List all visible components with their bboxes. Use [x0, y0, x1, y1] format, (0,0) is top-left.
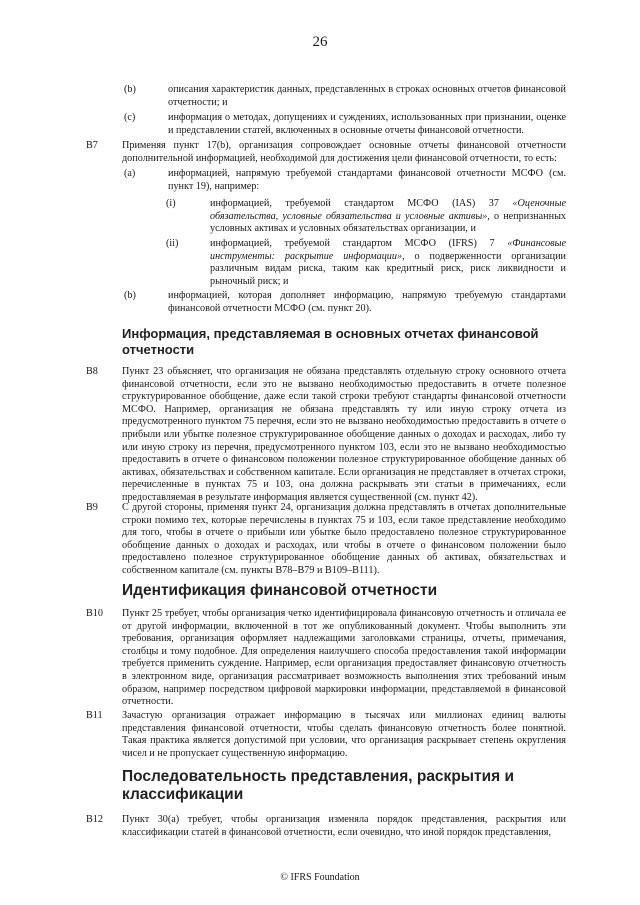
paragraph-b12: Пункт 30(a) требует, чтобы организация изменяла порядок представления, раскрытия или классификации статей в финансовой отчетности, если очевидно, что иной порядок представления, — [122, 814, 566, 838]
sublist-item-i — [210, 198, 566, 236]
text: , о подверженности организации различным видам риска, таким как кредитный риск, риск ликвидности и рыночный риск; и — [210, 250, 566, 287]
section-heading: Последовательность представления, раскрытия и классификации — [122, 768, 515, 803]
standard-title: «Оценочные обязательства, условные обязательства и условные активы» — [210, 198, 566, 222]
list-label: (b) — [124, 290, 136, 301]
paragraph-number-b7: B7 — [86, 140, 98, 151]
standard-title: «Финансовые инструменты: раскрытие информации» — [210, 238, 566, 262]
list-label: (a) — [124, 168, 136, 179]
paragraph-number-b12: B12 — [86, 814, 103, 825]
paragraph-number-b10: B10 — [86, 608, 103, 619]
paragraph-b8: Пункт 23 объясняет, что организация не обязана представлять отдельную строку основного отчета финансовой отчетности, если это не вызвано необходимостью предоставить в отчете полезное структурированное обобщение, даже если такой строки требуют стандарты финансовой отчетности МСФО. Например, организация не обязана представлять ту или иную строку отчета из предусмотренного пунктом 75 перечня, если это не вызвано необходимостью предоставить в отчете о прибыли или убытке полезное структурированное обобщение данных о доходах и расходах, либо ту или иную строку из перечня, предусмотренного пунктом 103, если это не вызвано необходимостью предоставить в отчете о финансовом положении полезное структурированное обобщение данных об активах, обязательствах и собственном капитале. Если организация не представляет в отчетах строки, перечисленные в пунктах 75 и 103, она должна раскрывать эти статьи в примечаниях, если предоставляемая в результате информация является существенной (см. пункт 42). — [122, 366, 566, 503]
section-heading: Идентификация финансовой отчетности — [122, 582, 438, 599]
paragraph-number-b9: B9 — [86, 502, 98, 513]
footer-copyright: © IFRS Foundation — [280, 872, 360, 883]
paragraph-b10: Пункт 25 требует, чтобы организация четко идентифицировала финансовую отчетность и отличала ее от другой информации, включенной в тот же опубликованный документ. Чтобы выполнить эти требования, организация оформляет надлежащими заголовками страницы, отчеты, примечания, столбцы и тому подобное. Для определения наилучшего способа предоставления такой информации требуется применить суждение. Например, если организация предоставляет финансовую отчетность в электронном виде, организация рассматривает возможность выполнения этих требований иным образом, например посредством цифровой маркировки информации, представляемой в финансовой отчетности. — [122, 608, 566, 708]
list-item-text: описания характеристик данных, представленных в строках основных отчетов финансовой отчетности; и — [168, 84, 566, 108]
list-item-text: информацией, которая дополняет информацию, напрямую требуемую стандартами финансовой отчетности МСФО (см. пункт 20). — [168, 290, 566, 314]
list-label: (b) — [124, 84, 136, 95]
paragraph-number-b11: B11 — [86, 710, 103, 721]
sublist-item-ii — [210, 238, 566, 288]
paragraph-b7: Применяя пункт 17(b), организация сопровождает основные отчеты финансовой отчетности дополнительной информацией, необходимой для достижения цели финансовой отчетности, то есть: — [122, 140, 566, 164]
list-label: (c) — [124, 112, 136, 123]
paragraph-b9: С другой стороны, применяя пункт 24, организация должна представлять в отчетах дополнительные строки помимо тех, которые перечислены в пунктах 75 и 103, если такое представление необходимо для того, чтобы в отчете о прибыли или убытке было предоставлено полезное структурированное обобщение данных о доходах и расходах, или чтобы в отчете о финансовом положении было предоставлено полезное структурированное обобщение данных об активах, обязательствах и собственном капитале (см. пункты B78–B79 и B109–B111). — [122, 502, 566, 576]
list-label: (i) — [166, 198, 176, 209]
page-number: 26 — [312, 34, 328, 50]
text: , о непризнанных условных активах и условных обязательствах организации, и — [210, 210, 567, 235]
text: информацией, требуемой стандартом МСФО (IAS) 37 — [210, 198, 513, 209]
paragraph-b11: Зачастую организация отражает информацию в тысячах или миллионах единиц валюты представления финансовой отчетности, чтобы сделать финансовую отчетность более понятной. Такая практика является допустимой при условии, что организация раскрывает степень округления чисел и не пропускает существенную информацию. — [122, 710, 566, 759]
text: информацией, требуемой стандартом МСФО (IFRS) 7 — [210, 238, 508, 249]
section-heading: Информация, представляемая в основных отчетах финансовой отчетности — [122, 326, 539, 357]
list-item-text: информация о методах, допущениях и суждениях, использованных при признании, оценке и представлении статей, включенных в основные отчеты финансовой отчетности. — [168, 112, 566, 136]
list-label: (ii) — [166, 238, 179, 249]
list-item-text: информацией, напрямую требуемой стандартами финансовой отчетности МСФО (см. пункт 19), например: — [168, 168, 566, 192]
paragraph-number-b8: B8 — [86, 366, 98, 377]
